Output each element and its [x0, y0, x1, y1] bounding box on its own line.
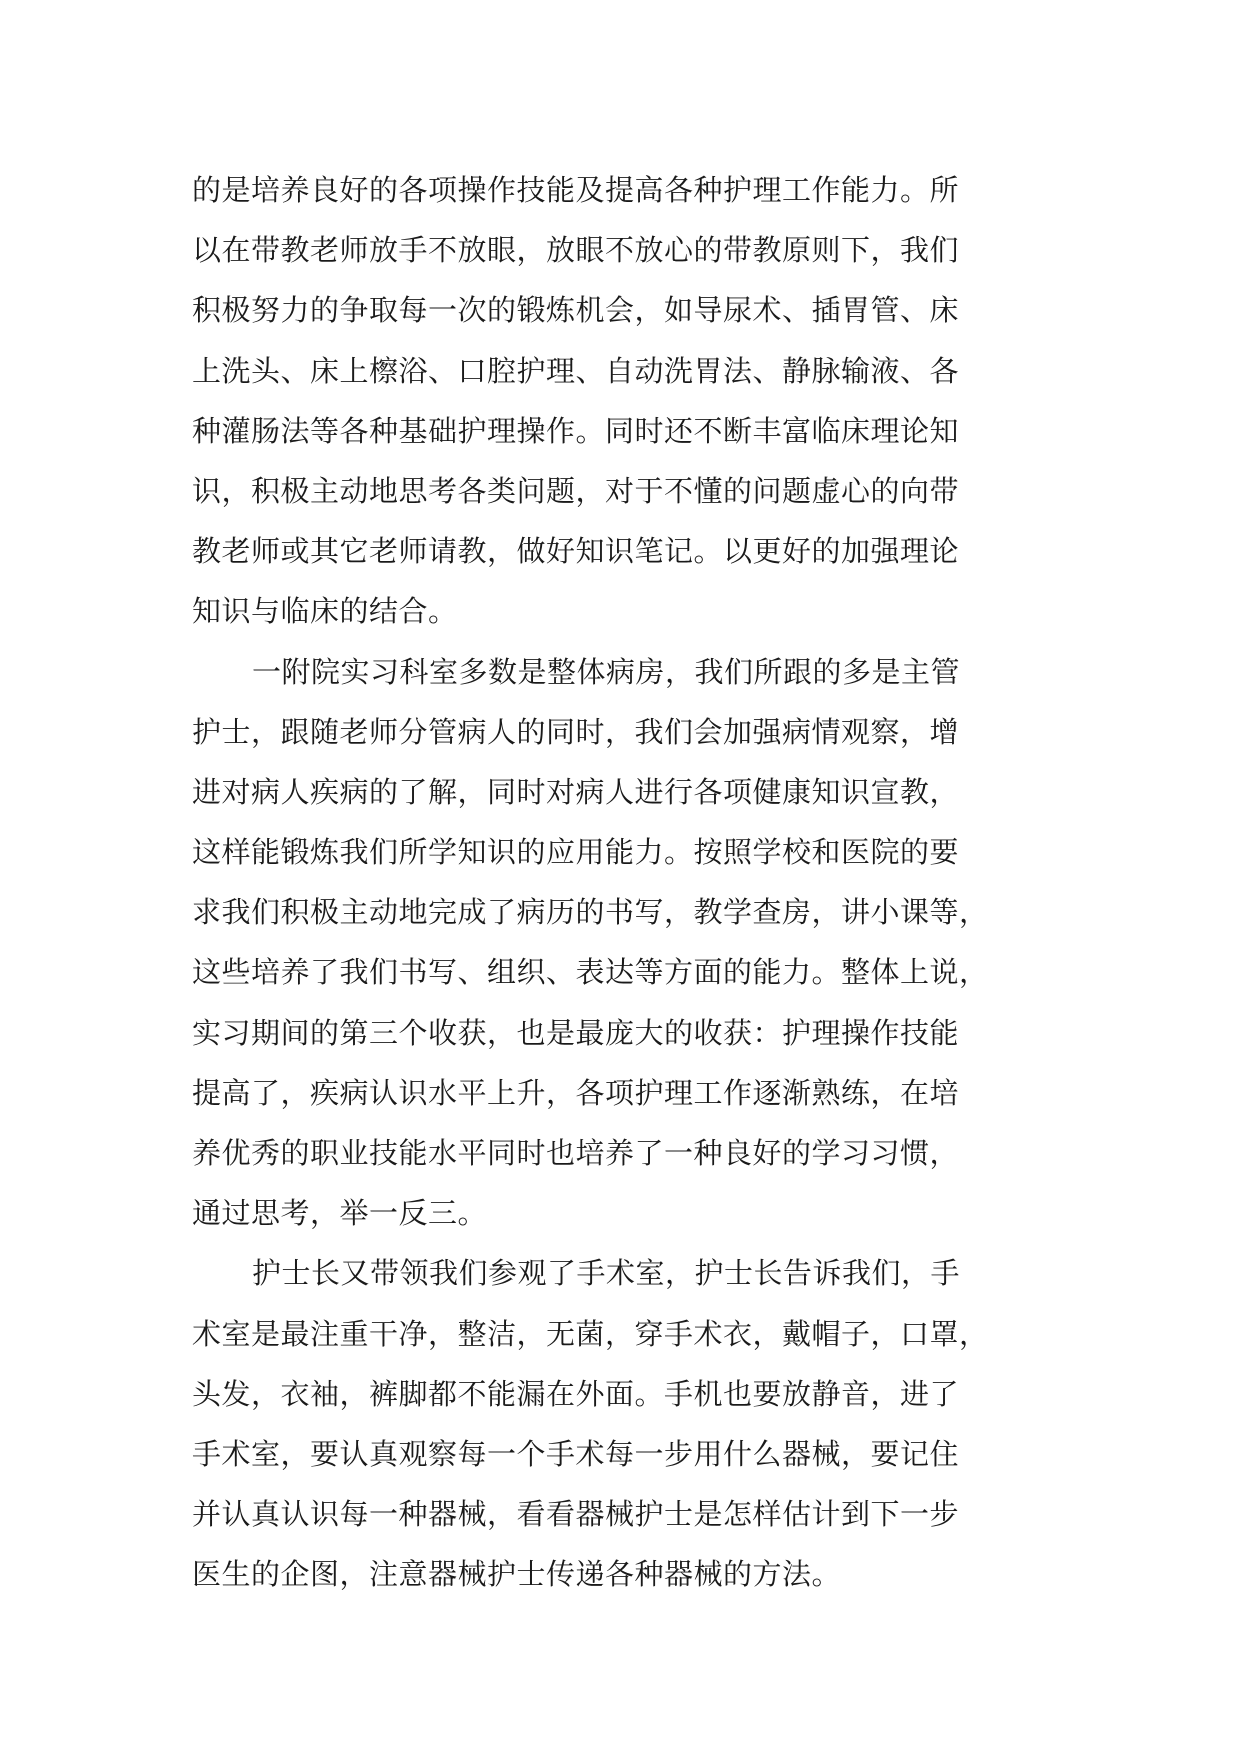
text-line: 上洗头、床上檫浴、口腔护理、自动洗胃法、静脉输液、各 — [192, 353, 960, 388]
text-line: 护士，跟随老师分管病人的同时，我们会加强病情观察，增 — [192, 714, 960, 749]
text-line: 这样能锻炼我们所学知识的应用能力。按照学校和医院的要 — [192, 835, 960, 870]
text-line: 手术室，要认真观察每一个手术每一步用什么器械，要记住 — [192, 1436, 960, 1471]
text-line: 这些培养了我们书写、组织、表达等方面的能力。整体上说， — [192, 955, 989, 990]
text-line: 知识与临床的结合。 — [192, 594, 458, 629]
text-line: 养优秀的职业技能水平同时也培养了一种良好的学习习惯， — [192, 1136, 960, 1170]
text-line: 实习期间的第三个收获，也是最庞大的收获：护理操作技能 — [192, 1015, 960, 1050]
text-line: 头发，衣袖，裤脚都不能漏在外面。手机也要放静音，进了 — [192, 1376, 960, 1411]
paragraph-2 — [192, 642, 1068, 1244]
text-line: 进对病人疾病的了解，同时对病人进行各项健康知识宣教， — [192, 774, 960, 809]
text-line: 求我们积极主动地完成了病历的书写，教学查房，讲小课等， — [192, 895, 989, 930]
text-line-indented: 一附院实习科室多数是整体病房，我们所跟的多是主管 — [252, 654, 961, 689]
paragraph-1 — [192, 160, 1068, 642]
text-line-indented: 护士长又带领我们参观了手术室，护士长告诉我们，手 — [252, 1256, 961, 1291]
text-line: 术室是最注重干净，整洁，无菌，穿手术衣，戴帽子，口罩， — [192, 1316, 989, 1351]
document-body — [192, 160, 1068, 1605]
text-line: 医生的企图，注意器械护士传递各种器械的方法。 — [192, 1557, 842, 1592]
text-line: 种灌肠法等各种基础护理操作。同时还不断丰富临床理论知 — [192, 413, 960, 448]
text-line: 积极努力的争取每一次的锻炼机会，如导尿术、插胃管、床 — [192, 293, 960, 328]
text-line: 以在带教老师放手不放眼，放眼不放心的带教原则下，我们 — [192, 233, 960, 268]
text-line: 提高了，疾病认识水平上升，各项护理工作逐渐熟练，在培 — [192, 1075, 960, 1110]
paragraph-3 — [192, 1243, 1068, 1604]
text-line: 教老师或其它老师请教，做好知识笔记。以更好的加强理论 — [192, 534, 960, 569]
text-line: 识，积极主动地思考各类问题，对于不懂的问题虚心的向带 — [192, 473, 960, 508]
text-line: 通过思考，举一反三。 — [192, 1196, 488, 1231]
text-line: 并认真认识每一种器械，看看器械护士是怎样估计到下一步 — [192, 1497, 960, 1532]
text-line: 的是培养良好的各项操作技能及提高各种护理工作能力。所 — [192, 173, 960, 207]
